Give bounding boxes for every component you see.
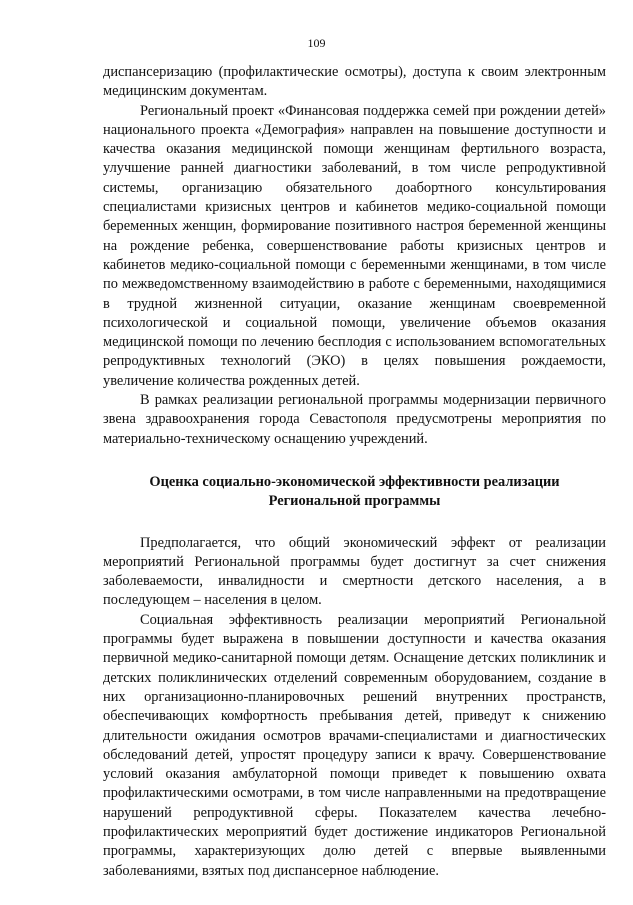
paragraph-social-effect: Социальная эффективность реализации мероприятий Региональной программы будет выражена в повышении доступности и качества оказания первичной медико-санитарной помощи детям. Оснащение детских поликлиник и детских поликлинических отделений современным оборудованием, создание в них организационно-планировочных решений внутренних пространств, обеспечивающих комфортность пребывания детей, приведут к снижению длительности ожидания осмотров врачами-специалистами и диагностических обследований детей, упростят процедуру записи к врачу. Совершенствование условий оказания амбулаторной помощи приведет к повышению охвата профилактическими осмотрами, в том числе направленными на предотвращение нарушений репродуктивной сферы. Показателем качества лечебно-профилактических мероприятий будет достижение индикаторов Региональной программы, характеризующих долю детей с впервые выявленными заболеваниями, взятых под диспансерное наблюдение. <box>103 611 606 879</box>
paragraph-regional-project: Региональный проект «Финансовая поддержка семей при рождении детей» национального проекта «Демография» направлен на повышение доступности и качества оказания медицинской помощи женщинам фертильного возраста, улучшение ранней диагностики заболеваний, в том числе репродуктивной системы, организацию обязательного доабортного консультирования специалистами кризисных центров и кабинетов медико-социальной помощи беременных женщин, формирование позитивного настроя беременной женщины на рождение ребенка, совершенствование работы кризисных центров и кабинетов медико-социальной помощи с беременными женщинами, в том числе по межведомственному взаимодействию в работе с беременными, находящимися в трудной жизненной ситуации, оказание женщинам своевременной психологической и социальной помощи, увеличение объемов оказания медицинской помощи по лечению бесплодия с использованием вспомогательных репродуктивных технологий (ЭКО) в целях повышения рождаемости, увеличение количества рожденных детей. <box>103 102 606 389</box>
paragraph-modernization: В рамках реализации региональной программы модернизации первичного звена здравоохранения города Севастополя предусмотрены мероприятия по материально-техническому оснащению учреждений. <box>103 392 606 447</box>
section-heading-line-1: Оценка социально-экономической эффективности реализации <box>149 473 560 490</box>
section-heading-line-2: Региональной программы <box>268 493 441 510</box>
section-heading <box>103 473 606 512</box>
paragraph-economic-effect: Предполагается, что общий экономический эффект от реализации мероприятий Региональной программы будет достигнут за счет снижения заболеваемости, инвалидности и смертности детского населения, а в последующем – населения в целом. <box>103 534 606 609</box>
paragraph-continuation: диспансеризацию (профилактические осмотры), доступа к своим электронным медицинским документам. <box>103 64 606 100</box>
document-body <box>103 63 606 881</box>
page-number: 109 <box>307 36 326 50</box>
